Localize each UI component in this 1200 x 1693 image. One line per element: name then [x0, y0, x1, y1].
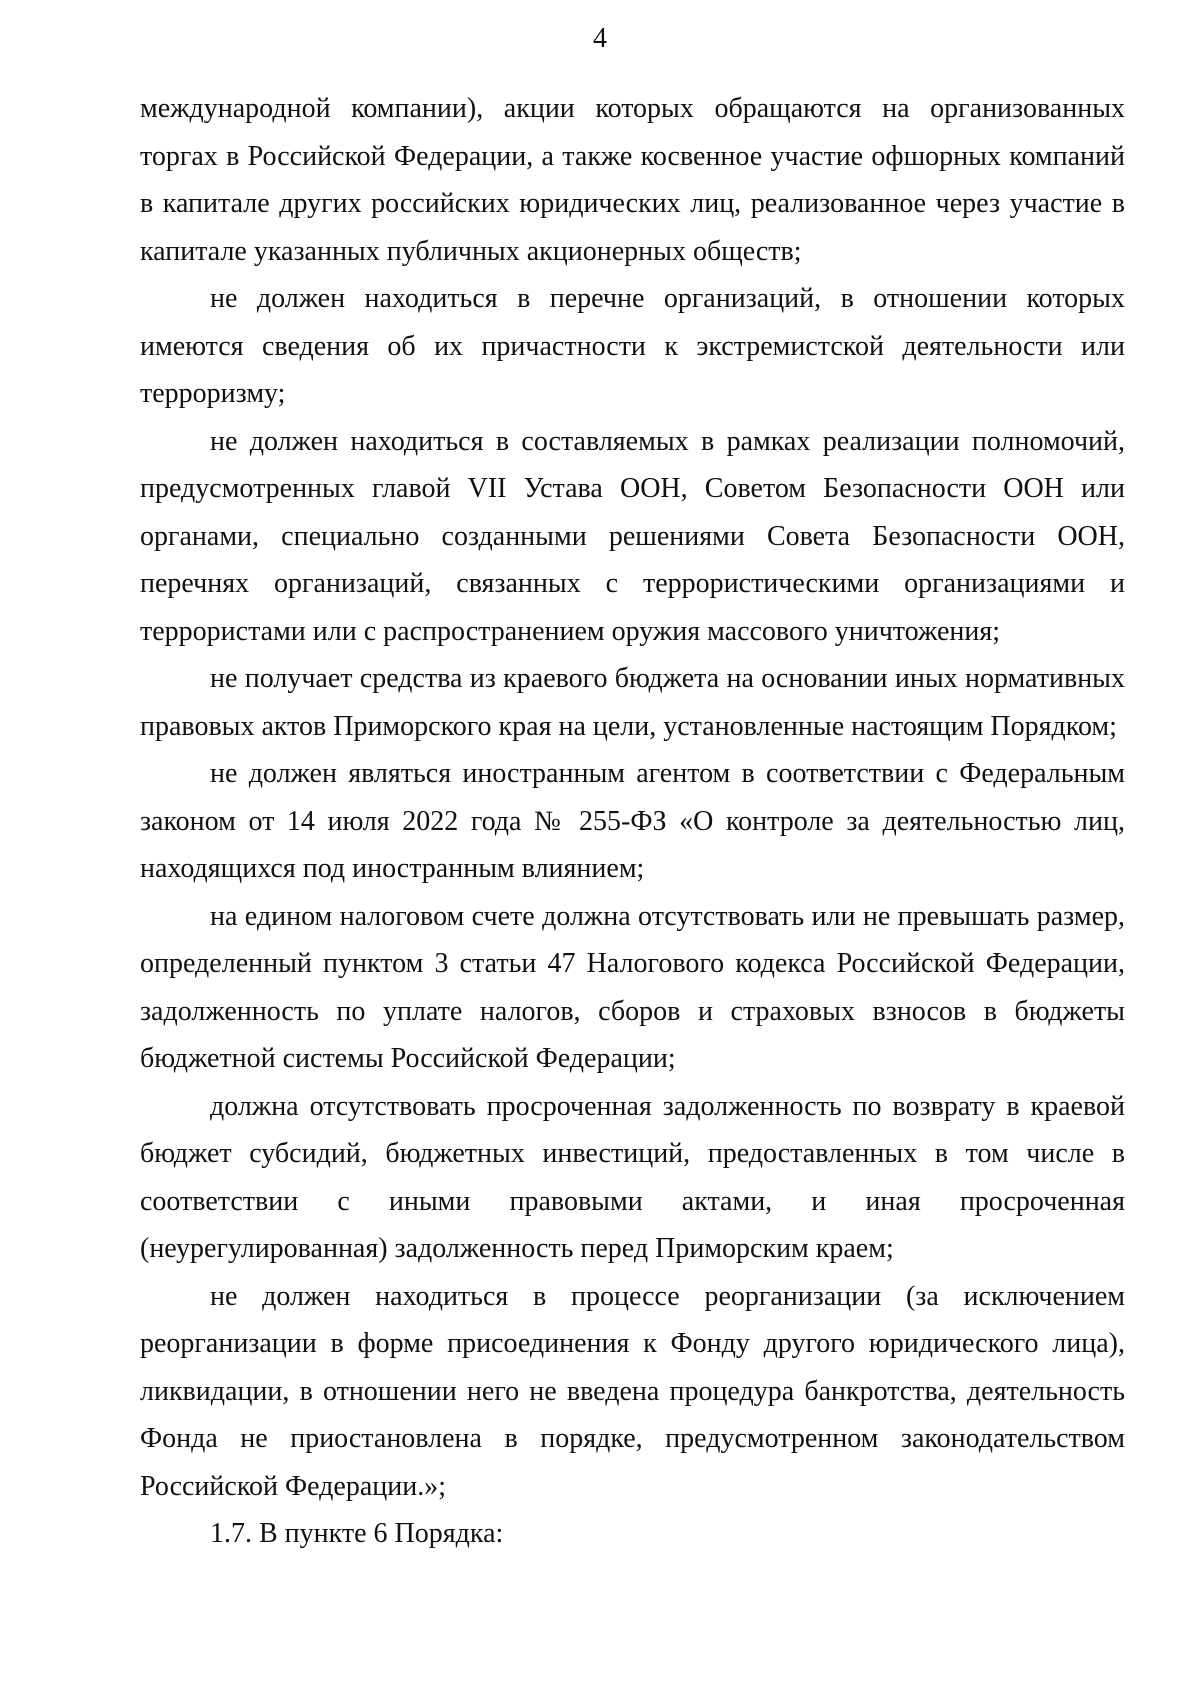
paragraph-clause-1-7: 1.7. В пункте 6 Порядка:	[210, 1518, 504, 1549]
paragraph-extremism-list: не должен находиться в перечне организаций, в отношении которых имеются сведения об их причастности к экстремистской деятельности или терроризму;	[140, 283, 1125, 409]
paragraph-un-lists: не должен находиться в составляемых в рамках реализации полномочий, предусмотренных главой VII Устава ООН, Советом Безопасности ООН или органами, специально созданными решениями Совета Безопасности ООН, перечнях организаций, связанных с террористическими организациями и террористами или с распространением оружия массового уничтожения;	[140, 425, 1125, 647]
paragraph-foreign-agent: не должен являться иностранным агентом в соответствии с Федеральным законом от 14 июля 2022 года № 255-ФЗ «О контроле за деятельностью лиц, находящихся под иностранным влиянием;	[140, 758, 1125, 884]
page-number: 4	[593, 23, 607, 54]
paragraph-budget-funds: не получает средства из краевого бюджета на основании иных нормативных правовых актов Приморского края на цели, установленные настоящим Порядком;	[140, 663, 1125, 742]
paragraph-tax-account: на едином налоговом счете должна отсутствовать или не превышать размер, определенный пунктом 3 статьи 47 Налогового кодекса Российской Федерации, задолженность по уплате налогов, сборов и страховых взносов в бюджеты бюджетной системы Российской Федерации;	[140, 900, 1125, 1074]
paragraph-continuation: международной компании), акции которых обращаются на организованных торгах в Российской Федерации, а также косвенное участие офшорных компаний в капитале других российских юридических лиц, реализованное через участие в капитале указанных публичных акционерных обществ;	[140, 93, 1125, 267]
paragraph-overdue-debt: должна отсутствовать просроченная задолженность по возврату в краевой бюджет субсидий, бюджетных инвестиций, предоставленных в том числе в соответствии с иными правовыми актами, и иная просроченная (неурегулированная) задолженность перед Приморским краем;	[140, 1090, 1125, 1264]
paragraph-reorganization: не должен находиться в процессе реорганизации (за исключением реорганизации в форме присоединения к Фонду другого юридического лица), ликвидации, в отношении него не введена процедура банкротства, деятельность Фонда не приостановлена в порядке, предусмотренном законодательством Российской Федерации.»;	[140, 1280, 1125, 1502]
document-body	[140, 85, 1125, 1558]
